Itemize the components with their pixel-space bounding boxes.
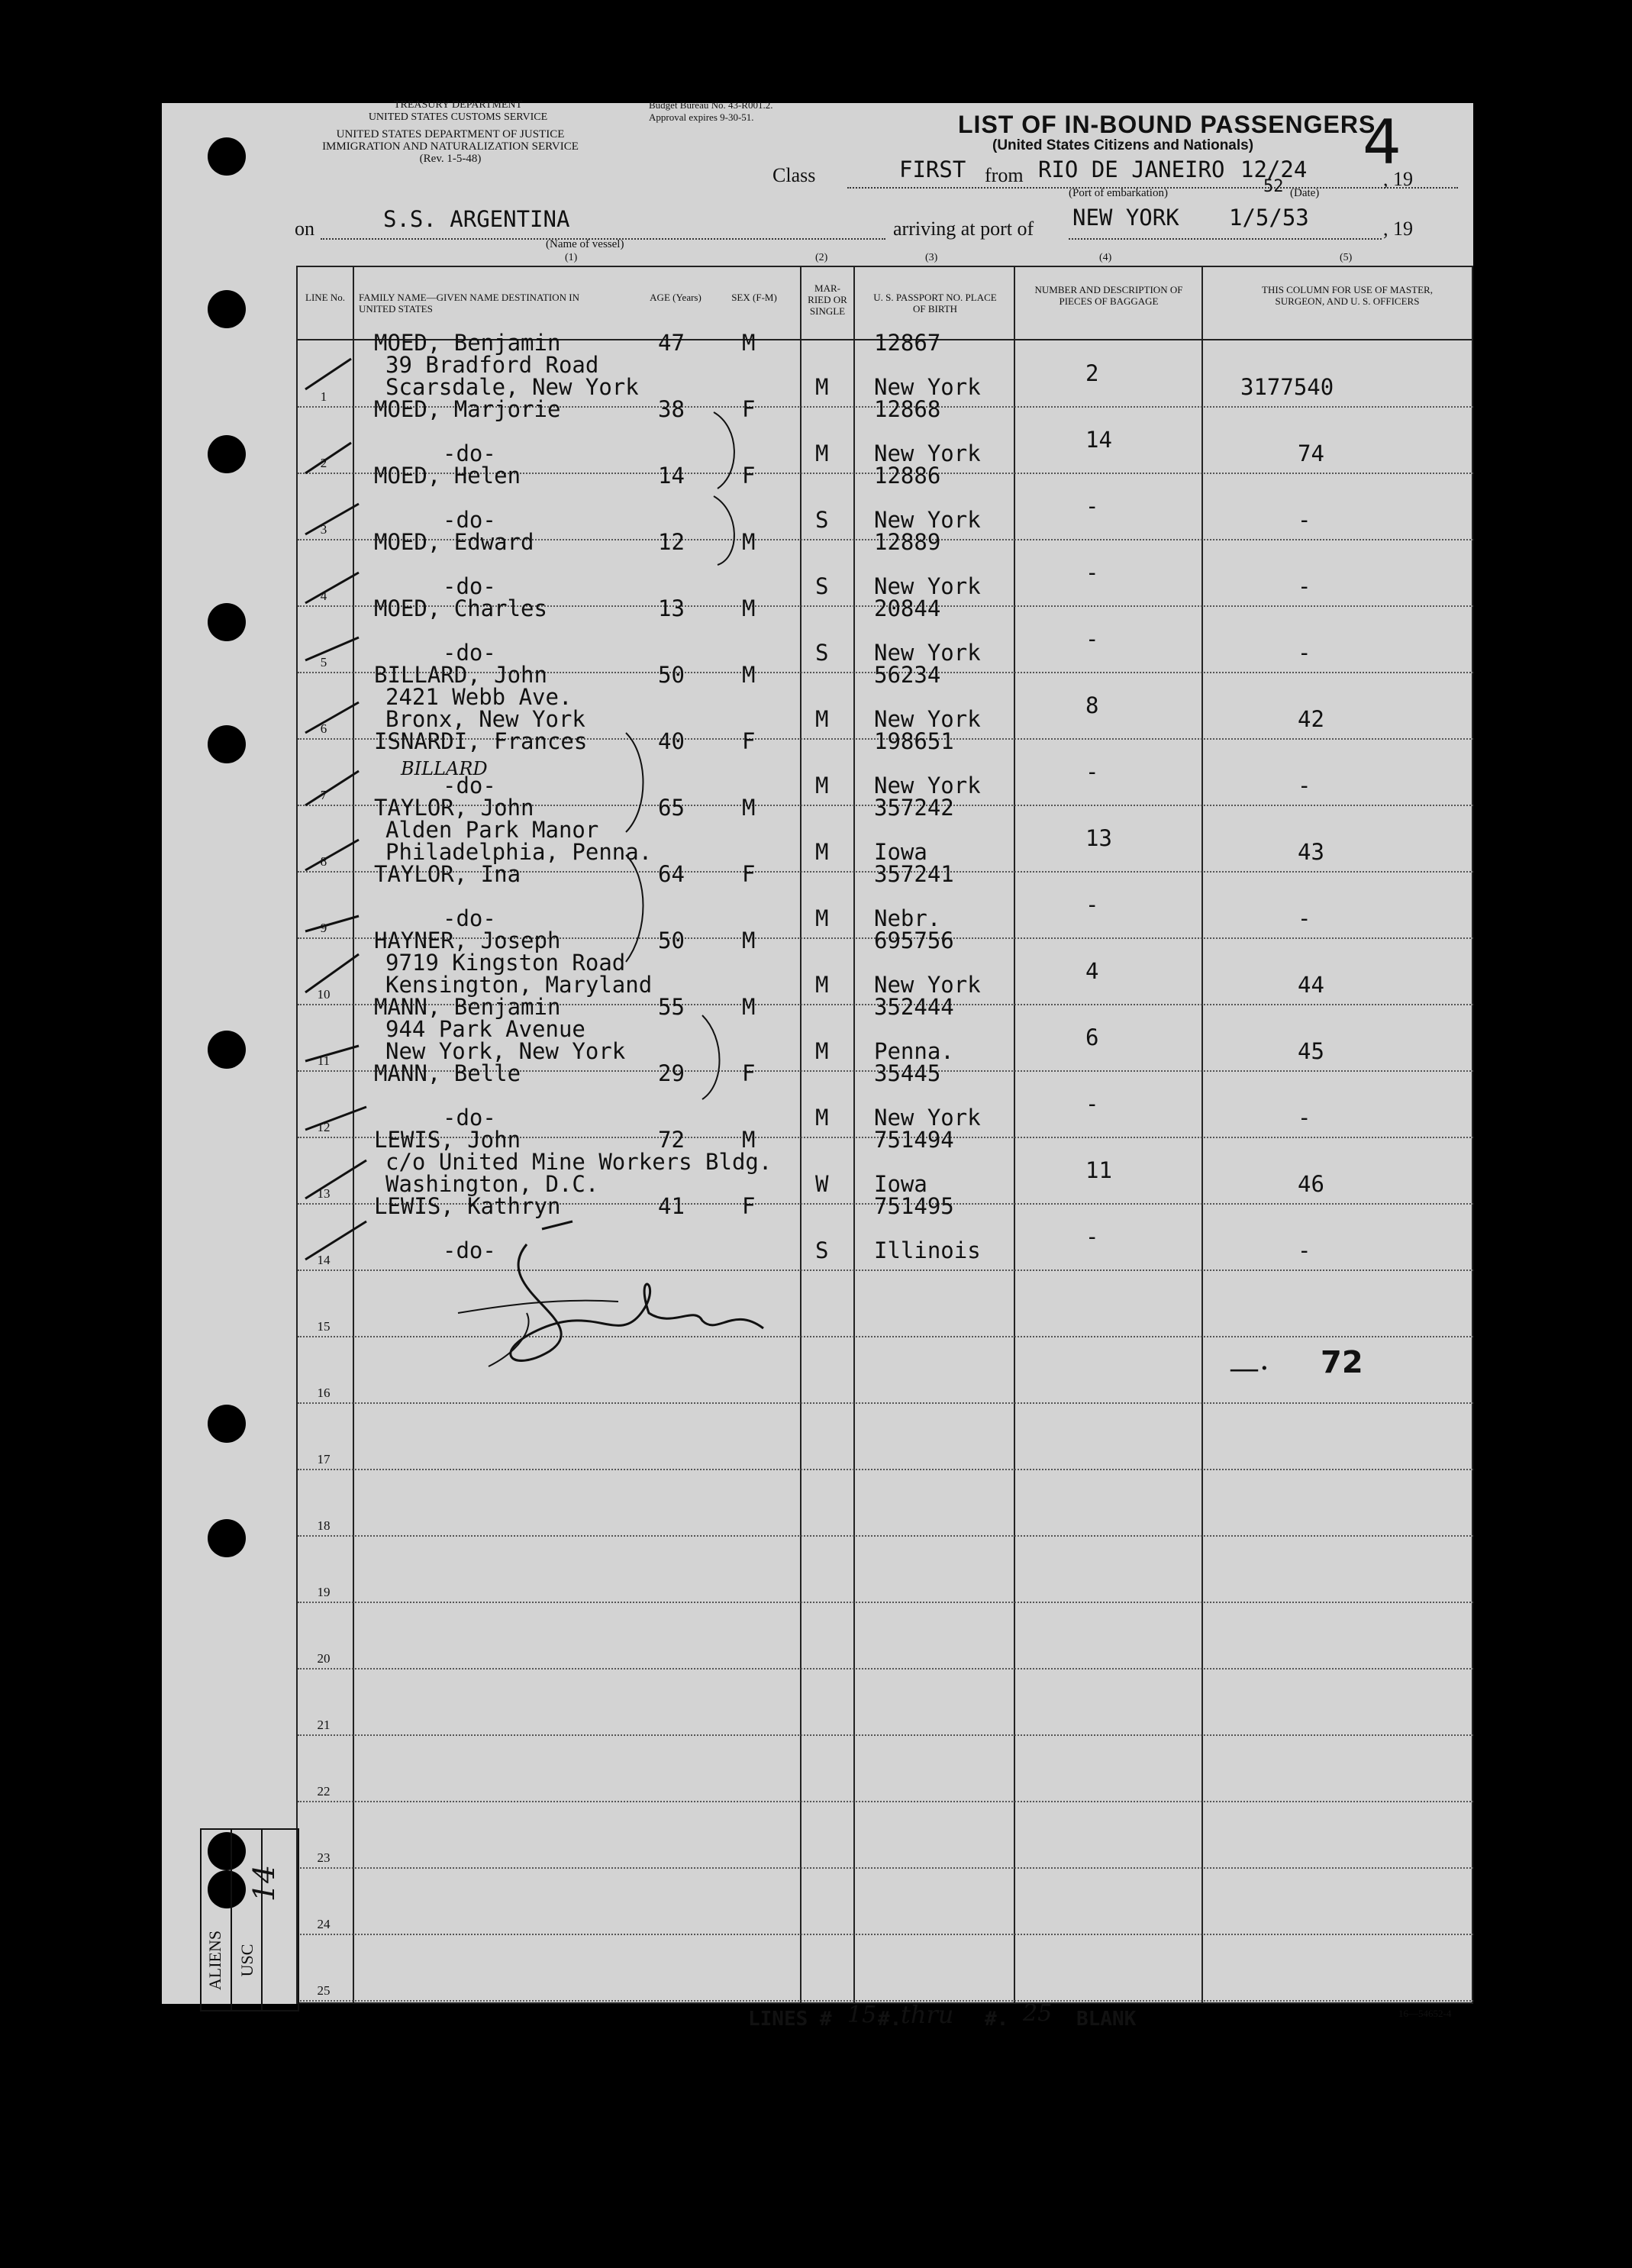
line-number: 3 (320, 522, 327, 537)
passenger-name: TAYLOR, Ina (374, 861, 521, 887)
place-of-birth: New York (874, 507, 981, 533)
place-of-birth: New York (874, 1105, 981, 1131)
passenger-age: 47 (658, 330, 685, 356)
col-number-3: (3) (925, 252, 938, 263)
passport-number: 12886 (874, 463, 941, 489)
passenger-sex: F (742, 861, 756, 887)
line-number: 20 (317, 1651, 331, 1666)
passenger-name: MANN, Belle (374, 1060, 521, 1086)
passenger-name: MANN, Benjamin (374, 994, 561, 1020)
line-number: 19 (317, 1585, 331, 1599)
baggage-count: - (1085, 493, 1099, 519)
passenger-sex: M (742, 994, 756, 1020)
col-number-4: (4) (1099, 252, 1112, 263)
line-number: 21 (317, 1718, 331, 1732)
pen-marks (290, 321, 1053, 1313)
date-caption: (Date) (1290, 187, 1320, 199)
passenger-name: MOED, Edward (374, 529, 534, 555)
binder-hole-3 (208, 435, 246, 473)
col-number-5: (5) (1340, 252, 1353, 263)
passport-number: 198651 (874, 728, 954, 754)
usc-label: USC (237, 1944, 256, 1977)
line-number: 12 (317, 1120, 331, 1134)
passenger-sex: F (742, 1060, 756, 1086)
officer-note: - (1298, 573, 1311, 599)
officer-note: - (1298, 507, 1311, 533)
footer-lines-to: 25 (1023, 2000, 1053, 2027)
embark-year: 52 (1263, 177, 1284, 196)
officer-note: 45 (1298, 1038, 1324, 1064)
passenger-sex: M (742, 595, 756, 621)
aliens-label: ALIENS (205, 1930, 224, 1991)
footer-thru-label-2: #. (985, 2008, 1009, 2031)
passenger-age: 50 (658, 928, 685, 953)
address-line-1: c/o United Mine Workers Bldg. (385, 1149, 772, 1175)
line-number: 1 (320, 389, 327, 404)
passport-number: 352444 (874, 994, 954, 1020)
line-number: 14 (317, 1253, 331, 1267)
col-header-married: MAR- RIED OR SINGLE (808, 282, 847, 317)
footer-lines-label: LINES # (748, 2008, 832, 2031)
baggage-count: - (1085, 1091, 1099, 1117)
place-of-birth: New York (874, 573, 981, 599)
passport-number: 56234 (874, 662, 941, 688)
baggage-count: - (1085, 1224, 1099, 1250)
line-number: 7 (320, 788, 327, 802)
on-label: on (295, 218, 314, 240)
passenger-age: 40 (658, 728, 685, 754)
year-prefix-1: , 19 (1383, 168, 1413, 190)
officer-note: - (1298, 1105, 1311, 1131)
passport-number: 12889 (874, 529, 941, 555)
page-number: 4 (1363, 107, 1401, 178)
address-line-2: New York, New York (385, 1038, 626, 1064)
officer-note: 3177540 (1240, 374, 1334, 400)
marital-status: M (815, 1038, 829, 1064)
passenger-sex: M (742, 1127, 756, 1153)
place-of-birth: New York (874, 440, 981, 466)
baggage-count: 4 (1085, 958, 1099, 984)
passenger-age: 13 (658, 595, 685, 621)
row-rule (298, 1734, 1473, 1736)
marital-status: W (815, 1171, 829, 1197)
binder-hole-8 (208, 1519, 246, 1557)
address-line-2: -do- (443, 440, 496, 466)
budget-note: Budget Bureau No. 43-R001.2. Approval expires 9-30-51. (649, 99, 773, 123)
vessel-name: S.S. ARGENTINA (383, 206, 570, 232)
marital-status: M (815, 839, 829, 865)
baggage-count: - (1085, 626, 1099, 652)
aliens-usc-stamp (200, 1828, 299, 2012)
address-line-2: -do- (443, 1237, 496, 1263)
passenger-sex: M (742, 662, 756, 688)
row-rule (298, 2000, 1473, 2002)
line-number: 2 (320, 456, 327, 470)
col-divider-baggage (1201, 266, 1203, 2004)
passport-number: 12867 (874, 330, 941, 356)
row-rule (298, 1867, 1473, 1869)
usc-count: 14 (247, 1864, 282, 1902)
address-line-2: -do- (443, 773, 496, 798)
address-line-1: 39 Bradford Road (385, 352, 599, 378)
arrival-line (1069, 238, 1382, 240)
passenger-name: MOED, Charles (374, 595, 547, 621)
footer-blank-label: BLANK (1076, 2008, 1137, 2031)
col-header-age: AGE (Years) (650, 292, 702, 303)
marital-status: M (815, 972, 829, 998)
passport-number: 751494 (874, 1127, 954, 1153)
from-label: from (985, 164, 1024, 186)
passport-number: 12868 (874, 396, 941, 422)
line-number: 13 (317, 1186, 331, 1201)
address-line-2: Kensington, Maryland (385, 972, 653, 998)
passenger-name: MOED, Marjorie (374, 396, 561, 422)
place-of-birth: Illinois (874, 1237, 981, 1263)
marital-status: M (815, 773, 829, 798)
passenger-age: 72 (658, 1127, 685, 1153)
place-of-birth: Penna. (874, 1038, 954, 1064)
address-line-2: Philadelphia, Penna. (385, 839, 653, 865)
address-line-2: -do- (443, 1105, 496, 1131)
col-divider-right (1472, 266, 1473, 2004)
port-of-embarkation: RIO DE JANEIRO (1038, 156, 1225, 182)
place-of-birth: New York (874, 972, 981, 998)
line-number: 16 (317, 1386, 331, 1400)
marital-status: S (815, 573, 829, 599)
line-number: 4 (320, 589, 327, 603)
arriving-label: arriving at port of (893, 218, 1034, 240)
passenger-name: LEWIS, John (374, 1127, 521, 1153)
address-line-2: -do- (443, 640, 496, 666)
line-number: 23 (317, 1850, 331, 1865)
passenger-sex: F (742, 463, 756, 489)
binder-hole-5 (208, 725, 246, 763)
passenger-name: LEWIS, Kathryn (374, 1193, 561, 1219)
address-line-2: Bronx, New York (385, 706, 585, 732)
passport-number: 357242 (874, 795, 954, 821)
page-subtitle: (United States Citizens and Nationals) (992, 137, 1254, 153)
marital-status: M (815, 374, 829, 400)
passenger-name: TAYLOR, John (374, 795, 534, 821)
place-of-birth: Iowa (874, 1171, 927, 1197)
passport-number: 357241 (874, 861, 954, 887)
col-number-2: (2) (815, 252, 828, 263)
passenger-name: HAYNER, Joseph (374, 928, 561, 953)
col-header-name: FAMILY NAME—GIVEN NAME DESTINATION IN UNITED STATES (359, 292, 580, 315)
col-header-line-no: LINE No. (305, 292, 345, 303)
place-of-birth: Iowa (874, 839, 927, 865)
marital-status: M (815, 440, 829, 466)
binder-hole-4 (208, 603, 246, 641)
passport-number: 35445 (874, 1060, 941, 1086)
passenger-name: MOED, Helen (374, 463, 521, 489)
line-number: 17 (317, 1452, 331, 1466)
binder-hole-6 (208, 1031, 246, 1069)
row-rule (298, 1602, 1473, 1603)
officer-note: 46 (1298, 1171, 1324, 1197)
passenger-name: BILLARD, John (374, 662, 547, 688)
marital-status: M (815, 706, 829, 732)
officer-note: 43 (1298, 839, 1324, 865)
marital-status: S (815, 640, 829, 666)
baggage-count: 13 (1085, 825, 1112, 851)
row-rule (298, 1668, 1473, 1670)
port-caption: (Port of embarkation) (1069, 187, 1168, 199)
line-number: 25 (317, 1983, 331, 1998)
table-top-border (296, 266, 1473, 267)
place-of-birth: New York (874, 640, 981, 666)
baggage-count: - (1085, 892, 1099, 918)
marital-status: S (815, 507, 829, 533)
passenger-name: ISNARDI, Frances (374, 728, 588, 754)
address-line-1: 944 Park Avenue (385, 1016, 585, 1042)
address-line-2: Washington, D.C. (385, 1171, 599, 1197)
vessel-caption: (Name of vessel) (546, 238, 624, 250)
total-dashes: —· (1229, 1351, 1269, 1386)
row-rule (298, 1469, 1473, 1470)
class-value: FIRST (899, 156, 966, 182)
line-number: 18 (317, 1518, 331, 1533)
row-rule (298, 1801, 1473, 1802)
row-rule (298, 1402, 1473, 1404)
officer-note: 44 (1298, 972, 1324, 998)
treasury-header: TREASURY DEPARTMENT UNITED STATES CUSTOMS SERVICE (368, 99, 548, 123)
baggage-count: 6 (1085, 1024, 1099, 1050)
line-number: 6 (320, 721, 327, 736)
table-bottom-border (296, 2002, 1473, 2004)
col-header-passport: U. S. PASSPORT NO. PLACE OF BIRTH (873, 292, 997, 315)
line-number: 22 (317, 1784, 331, 1799)
officer-note: - (1298, 640, 1311, 666)
baggage-count: - (1085, 759, 1099, 785)
arrival-date: 1/5/53 (1229, 205, 1309, 231)
binder-hole-7 (208, 1405, 246, 1443)
marital-status: S (815, 1237, 829, 1263)
vessel-col-number: (1) (565, 252, 578, 263)
footer-lines-from: 15 (847, 2002, 877, 2028)
line-number: 9 (320, 921, 327, 935)
line-number: 5 (320, 655, 327, 669)
passenger-sex: M (742, 795, 756, 821)
passenger-age: 50 (658, 662, 685, 688)
row-rule (298, 1934, 1473, 1935)
officer-note: - (1298, 773, 1311, 798)
passport-number: 20844 (874, 595, 941, 621)
address-line-2: -do- (443, 905, 496, 931)
address-line-1: 9719 Kingston Road (385, 950, 626, 976)
billard-annotation: BILLARD (401, 758, 488, 779)
embark-date: 12/24 (1240, 156, 1308, 182)
officer-note: - (1298, 1237, 1311, 1263)
year-prefix-2: , 19 (1383, 218, 1413, 240)
page-title: LIST OF IN-BOUND PASSENGERS (958, 111, 1376, 138)
place-of-birth: Nebr. (874, 905, 941, 931)
passenger-name: MOED, Benjamin (374, 330, 561, 356)
footer-thru-label: #. (878, 2008, 902, 2031)
col-header-baggage: NUMBER AND DESCRIPTION OF PIECES OF BAGGAGE (1034, 284, 1183, 307)
line-number: 11 (317, 1053, 331, 1068)
passenger-age: 12 (658, 529, 685, 555)
arrival-port: NEW YORK (1072, 205, 1179, 231)
passenger-sex: F (742, 728, 756, 754)
marital-status: M (815, 905, 829, 931)
class-label: Class (772, 164, 816, 186)
passenger-sex: F (742, 396, 756, 422)
baggage-count: 8 (1085, 692, 1099, 718)
baggage-count: 2 (1085, 360, 1099, 386)
officer-note: 74 (1298, 440, 1324, 466)
binder-hole-1 (208, 137, 246, 176)
officer-total: 72 (1321, 1345, 1363, 1380)
passenger-age: 64 (658, 861, 685, 887)
place-of-birth: New York (874, 706, 981, 732)
marital-status: M (815, 1105, 829, 1131)
place-of-birth: New York (874, 374, 981, 400)
baggage-count: 14 (1085, 427, 1112, 453)
footer-thru-text: thru (901, 2000, 954, 2029)
passenger-age: 14 (658, 463, 685, 489)
row-rule (298, 1535, 1473, 1537)
binder-hole-2 (208, 290, 246, 328)
passenger-sex: M (742, 928, 756, 953)
address-line-2: -do- (443, 573, 496, 599)
passenger-age: 38 (658, 396, 685, 422)
passport-number: 695756 (874, 928, 954, 953)
passenger-age: 29 (658, 1060, 685, 1086)
address-line-2: Scarsdale, New York (385, 374, 639, 400)
baggage-count: 11 (1085, 1157, 1112, 1183)
place-of-birth: New York (874, 773, 981, 798)
line-number: 24 (317, 1917, 331, 1931)
passenger-sex: M (742, 529, 756, 555)
line-number: 8 (320, 854, 327, 869)
passenger-sex: F (742, 1193, 756, 1219)
col-header-officers: THIS COLUMN FOR USE OF MASTER, SURGEON, AND U. S. OFFICERS (1262, 284, 1433, 307)
line-number: 15 (317, 1319, 331, 1334)
passenger-age: 41 (658, 1193, 685, 1219)
officer-note: 42 (1298, 706, 1324, 732)
officer-note: - (1298, 905, 1311, 931)
baggage-count: - (1085, 560, 1099, 586)
justice-header: UNITED STATES DEPARTMENT OF JUSTICE IMMIGRATION AND NATURALIZATION SERVICE (Rev. 1-5-48) (322, 128, 579, 165)
passenger-age: 65 (658, 795, 685, 821)
passenger-sex: M (742, 330, 756, 356)
col-header-sex: SEX (F-M) (731, 292, 777, 303)
address-line-1: Alden Park Manor (385, 817, 599, 843)
address-line-1: 2421 Webb Ave. (385, 684, 572, 710)
line-number: 10 (317, 987, 331, 1002)
passport-number: 751495 (874, 1193, 954, 1219)
passenger-age: 55 (658, 994, 685, 1020)
form-code: 16—54652-4 (1398, 2008, 1452, 2019)
address-line-2: -do- (443, 507, 496, 533)
